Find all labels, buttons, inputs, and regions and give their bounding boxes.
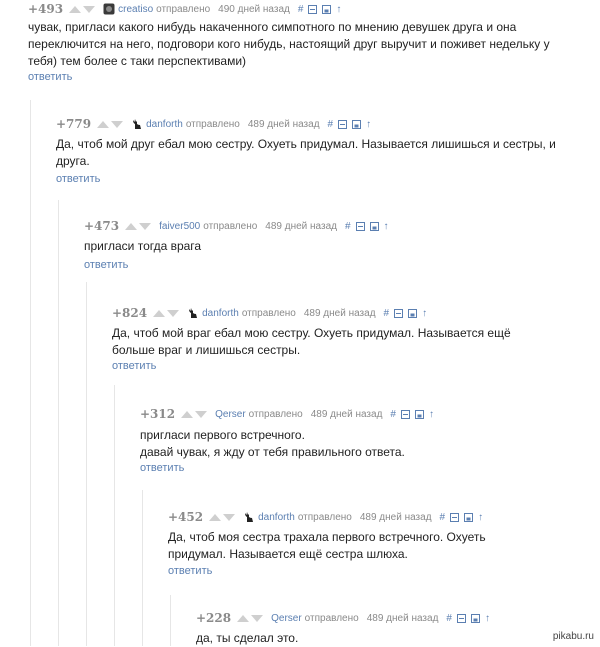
author-link[interactable]: Qerser <box>215 408 246 420</box>
sent-label: отправлено <box>203 220 258 232</box>
thread-line <box>86 282 87 646</box>
collapse-icon[interactable] <box>450 513 459 522</box>
save-icon[interactable] <box>464 513 473 522</box>
avatar <box>187 307 199 319</box>
comment-text: пригласи тогда врага <box>84 239 202 253</box>
scroll-up-icon[interactable]: ↑ <box>366 118 372 130</box>
scroll-up-icon[interactable]: ↑ <box>422 307 428 319</box>
downvote-arrow-icon[interactable] <box>111 121 123 128</box>
collapse-icon[interactable] <box>356 222 365 231</box>
author-link[interactable]: creatiso <box>118 3 154 15</box>
comment-rating: +824 <box>112 306 148 320</box>
avatar <box>131 118 143 130</box>
link-hash-icon[interactable]: # <box>390 408 396 420</box>
comment-rating: +493 <box>28 2 64 16</box>
sent-label: отправлено <box>248 408 303 420</box>
save-icon[interactable] <box>322 5 331 14</box>
upvote-arrow-icon[interactable] <box>209 514 221 521</box>
downvote-arrow-icon[interactable] <box>139 223 151 230</box>
comment-header <box>196 609 495 627</box>
timestamp: 489 дней назад <box>303 307 376 319</box>
collapse-icon[interactable] <box>394 309 403 318</box>
save-icon[interactable] <box>352 120 361 129</box>
sent-label: отправлено <box>297 511 352 523</box>
scroll-up-icon[interactable]: ↑ <box>484 612 490 624</box>
save-icon[interactable] <box>415 410 424 419</box>
reply-link[interactable]: ответить <box>168 565 213 577</box>
upvote-arrow-icon[interactable] <box>69 6 81 13</box>
author-link[interactable]: danforth <box>258 511 295 523</box>
comment-rating: +312 <box>140 407 176 421</box>
sent-label: отправлено <box>185 118 240 130</box>
comment-header <box>84 217 394 235</box>
downvote-arrow-icon[interactable] <box>83 6 95 13</box>
reply-link[interactable]: ответить <box>84 259 129 271</box>
save-icon[interactable] <box>471 614 480 623</box>
upvote-arrow-icon[interactable] <box>97 121 109 128</box>
comment-text: Да, чтоб мой друг ебал мою сестру. Охуеть придумал. Называется лишишься и сестры, и друга. <box>56 137 556 168</box>
upvote-arrow-icon[interactable] <box>153 310 165 317</box>
comment <box>168 508 600 588</box>
link-hash-icon[interactable]: # <box>344 220 351 232</box>
link-hash-icon[interactable]: # <box>297 3 304 15</box>
downvote-arrow-icon[interactable] <box>223 514 235 521</box>
comment-rating: +473 <box>84 219 120 233</box>
comment <box>112 304 600 379</box>
comment <box>28 0 600 95</box>
comment-text: да, ты сделал это. <box>196 631 299 645</box>
author-link[interactable]: danforth <box>202 307 239 319</box>
author-link[interactable]: Qerser <box>271 612 302 624</box>
thread-line <box>58 200 59 646</box>
author-link[interactable]: faiver500 <box>159 220 201 232</box>
comment-text: Да, чтоб моя сестра трахала первого встречного. Охуеть придумал. Называется ещё сестра шлюха. <box>168 530 486 561</box>
thread-line <box>170 595 171 646</box>
scroll-up-icon[interactable]: ↑ <box>383 220 389 232</box>
upvote-arrow-icon[interactable] <box>181 411 193 418</box>
thread-line <box>142 490 143 646</box>
collapse-icon[interactable] <box>338 120 347 129</box>
collapse-icon[interactable] <box>401 410 410 419</box>
avatar <box>243 511 255 523</box>
watermark: pikabu.ru <box>552 631 594 642</box>
comment-rating: +452 <box>168 510 204 524</box>
comment-header <box>28 0 346 18</box>
timestamp: 489 дней назад <box>366 612 439 624</box>
comment-header <box>140 405 439 423</box>
comment-text: чувак, пригласи какого нибудь накаченного симпотного по мнению девушек друга и она переключится на него, подговори кого нибудь, настоящий друг выручит и поживет недельку у тебя) тем более с таки перспективами) <box>28 20 550 68</box>
reply-link[interactable]: ответить <box>140 462 185 474</box>
save-icon[interactable] <box>408 309 417 318</box>
upvote-arrow-icon[interactable] <box>237 615 249 622</box>
avatar <box>103 3 115 15</box>
downvote-arrow-icon[interactable] <box>167 310 179 317</box>
comment <box>84 217 600 277</box>
comment-header <box>168 508 488 526</box>
comment <box>56 115 600 195</box>
thread-line <box>114 385 115 646</box>
comment-text: пригласи первого встречного. давай чувак, я жду от тебя правильного ответа. <box>140 428 405 459</box>
link-hash-icon[interactable]: # <box>446 612 452 624</box>
sent-label: отправлено <box>241 307 296 319</box>
collapse-icon[interactable] <box>308 5 317 14</box>
downvote-arrow-icon[interactable] <box>195 411 207 418</box>
comment-header <box>112 304 432 322</box>
thread-line <box>30 100 31 646</box>
downvote-arrow-icon[interactable] <box>251 615 263 622</box>
upvote-arrow-icon[interactable] <box>125 223 137 230</box>
sent-label: отправлено <box>304 612 359 624</box>
scroll-up-icon[interactable]: ↑ <box>478 511 484 523</box>
reply-link[interactable]: ответить <box>112 360 157 372</box>
timestamp: 489 дней назад <box>265 220 337 232</box>
comment <box>196 609 600 646</box>
comment-header <box>56 115 376 133</box>
comment <box>140 405 600 485</box>
timestamp: 490 дней назад <box>218 3 290 15</box>
comment-rating: +228 <box>196 611 232 625</box>
sent-label: отправлено <box>156 3 211 15</box>
timestamp: 489 дней назад <box>310 408 383 420</box>
link-hash-icon[interactable]: # <box>383 307 390 319</box>
link-hash-icon[interactable]: # <box>327 118 334 130</box>
timestamp: 489 дней назад <box>247 118 320 130</box>
reply-link[interactable]: ответить <box>28 71 73 83</box>
scroll-up-icon[interactable]: ↑ <box>336 3 342 15</box>
link-hash-icon[interactable]: # <box>439 511 446 523</box>
save-icon[interactable] <box>370 222 379 231</box>
collapse-icon[interactable] <box>457 614 466 623</box>
reply-link[interactable]: ответить <box>56 173 101 185</box>
timestamp: 489 дней назад <box>359 511 432 523</box>
comment-rating: +779 <box>56 117 92 131</box>
scroll-up-icon[interactable]: ↑ <box>428 408 434 420</box>
author-link[interactable]: danforth <box>146 118 183 130</box>
comment-text: Да, чтоб мой враг ебал мою сестру. Охуеть придумал. Называется ещё больше враг и лишишься сестры. <box>112 326 511 357</box>
